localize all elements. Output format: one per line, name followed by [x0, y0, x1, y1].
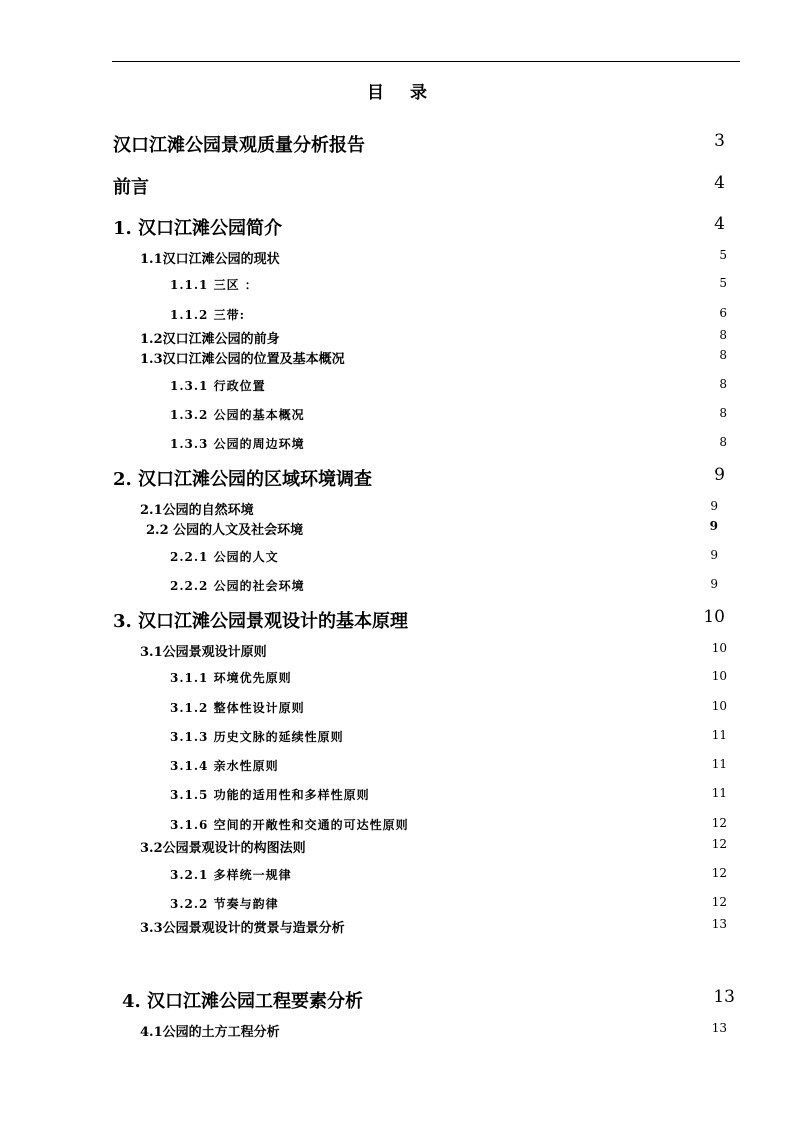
toc-entry[interactable] — [0, 465, 794, 489]
toc-entry-page: 9 — [714, 465, 725, 485]
toc-entry[interactable] — [0, 435, 794, 459]
toc-entry-label: 2.2 公园的人文及社会环境 — [146, 523, 304, 538]
toc-entry[interactable] — [0, 276, 794, 300]
toc-entry-label: 2.1公园的自然环境 — [140, 503, 254, 518]
toc-entry-page: 4 — [714, 214, 725, 234]
toc-entry-page: 12 — [711, 837, 727, 851]
toc-entry[interactable] — [0, 866, 794, 890]
toc-entry[interactable] — [0, 306, 794, 330]
toc-entry[interactable] — [0, 377, 794, 401]
toc-entry-label: 3.2.2 节奏与韵律 — [170, 897, 279, 911]
toc-entry[interactable] — [0, 786, 794, 810]
toc-entry-label: 3.3公园景观设计的赏景与造景分析 — [140, 921, 345, 936]
toc-entry-label: 3.2公园景观设计的构图法则 — [140, 841, 306, 856]
toc-entry[interactable] — [0, 248, 794, 272]
toc-entry[interactable] — [0, 1021, 794, 1045]
toc-entry-page: 10 — [711, 641, 727, 655]
toc-entry-label: 3.1.6 空间的开敞性和交通的可达性原则 — [170, 818, 409, 832]
toc-entry[interactable] — [0, 131, 794, 155]
toc-entry-page: 9 — [710, 499, 718, 513]
toc-entry-page: 13 — [713, 987, 735, 1007]
toc-entry-page: 8 — [719, 348, 727, 362]
toc-entry-page: 9 — [710, 548, 718, 562]
toc-entry[interactable] — [0, 406, 794, 430]
toc-entry-page: 8 — [719, 406, 727, 420]
header-rule — [112, 61, 740, 62]
toc-entry[interactable] — [0, 641, 794, 665]
toc-entry-label: 2.2.1 公园的人文 — [170, 550, 279, 564]
toc-entry-page: 12 — [711, 866, 727, 880]
toc-entry-label: 1.1汉口江滩公园的现状 — [140, 252, 280, 267]
toc-entry-label: 4.1公园的土方工程分析 — [140, 1025, 280, 1040]
toc-entry-label: 3. 汉口江滩公园景观设计的基本原理 — [113, 611, 409, 632]
toc-entry-page: 8 — [719, 328, 727, 342]
toc-title: 目 录 — [367, 83, 437, 103]
toc-entry-page: 13 — [711, 917, 727, 931]
toc-entry[interactable] — [0, 669, 794, 693]
toc-entry-label: 3.1公园景观设计原则 — [140, 645, 267, 660]
toc-entry[interactable] — [0, 173, 794, 197]
toc-entry-label: 3.1.2 整体性设计原则 — [170, 701, 305, 715]
toc-entry[interactable] — [0, 837, 794, 861]
toc-entry-page: 9 — [710, 577, 718, 591]
toc-entry-label: 2. 汉口江滩公园的区域环境调查 — [113, 469, 373, 490]
toc-entry-page: 12 — [711, 895, 727, 909]
toc-entry-page: 5 — [719, 248, 727, 262]
toc-entry-label: 3.1.3 历史文脉的延续性原则 — [170, 730, 344, 744]
toc-entry[interactable] — [0, 699, 794, 723]
toc-entry-page: 11 — [711, 728, 727, 742]
toc-entry-page: 4 — [714, 173, 725, 193]
toc-entry[interactable] — [0, 214, 794, 238]
toc-entry[interactable] — [0, 757, 794, 781]
toc-entry-label: 1.1.2 三带: — [170, 308, 246, 322]
toc-entry[interactable] — [0, 348, 794, 372]
toc-entry-page: 6 — [719, 306, 727, 320]
toc-entry-page: 3 — [714, 131, 725, 151]
toc-entry-page: 11 — [711, 786, 727, 800]
toc-entry[interactable] — [0, 728, 794, 752]
toc-entry-page: 11 — [711, 757, 727, 771]
toc-entry-label: 4. 汉口江滩公园工程要素分析 — [122, 991, 364, 1012]
toc-entry-label: 3.1.4 亲水性原则 — [170, 759, 279, 773]
toc-entry[interactable] — [0, 548, 794, 572]
toc-entry-label: 1.3汉口江滩公园的位置及基本概况 — [140, 352, 345, 367]
toc-entry[interactable] — [0, 607, 794, 631]
toc-entry-page: 12 — [711, 816, 727, 830]
toc-entry-page: 10 — [711, 669, 727, 683]
toc-entry-label: 3.1.5 功能的适用性和多样性原则 — [170, 788, 370, 802]
toc-entry-label: 1.3.3 公园的周边环境 — [170, 437, 305, 451]
toc-entry[interactable] — [0, 577, 794, 601]
toc-entry-label: 3.1.1 环境优先原则 — [170, 671, 292, 685]
toc-entry-label: 1.3.2 公园的基本概况 — [170, 408, 305, 422]
toc-entry-label: 2.2.2 公园的社会环境 — [170, 579, 305, 593]
toc-entry-page: 10 — [711, 699, 727, 713]
toc-entry-label: 1.2汉口江滩公园的前身 — [140, 332, 280, 347]
toc-entry-page: 8 — [719, 435, 727, 449]
toc-entry-label: 1.1.1 三区 ： — [170, 278, 258, 292]
toc-entry[interactable] — [0, 917, 794, 941]
toc-entry-page: 8 — [719, 377, 727, 391]
toc-entry-label: 3.2.1 多样统一规律 — [170, 868, 292, 882]
toc-entry[interactable] — [0, 895, 794, 919]
toc-entry[interactable] — [0, 987, 794, 1011]
toc-entry-page: 5 — [719, 276, 727, 290]
toc-entry-label: 1.3.1 行政位置 — [170, 379, 266, 393]
toc-entry-page: 9 — [709, 519, 718, 533]
toc-entry-label: 1. 汉口江滩公园简介 — [113, 218, 283, 239]
toc-entry-page: 10 — [703, 607, 725, 627]
toc-entry-label: 汉口江滩公园景观质量分析报告 — [113, 135, 365, 156]
toc-entry-label: 前言 — [113, 177, 149, 198]
toc-entry[interactable] — [0, 519, 794, 543]
toc-entry-page: 13 — [711, 1021, 727, 1035]
